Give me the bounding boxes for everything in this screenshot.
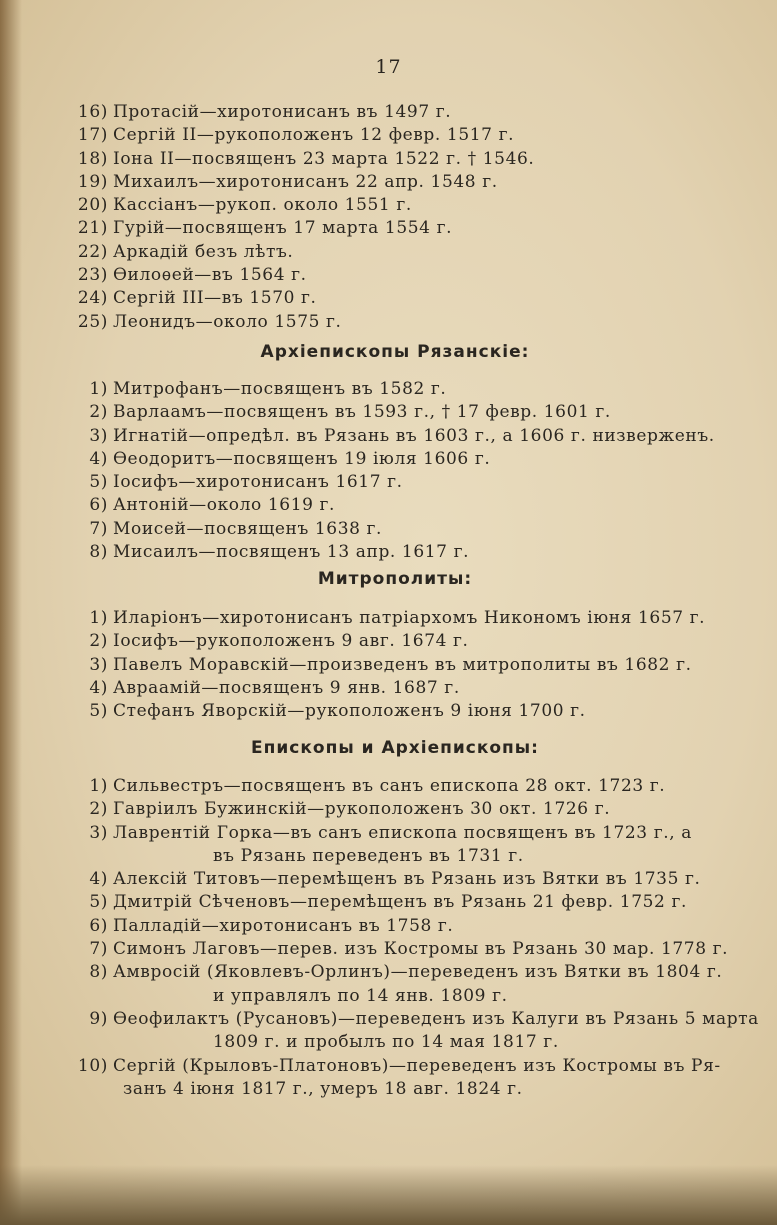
item-number: 8) [89, 962, 108, 983]
list-item [70, 822, 720, 845]
item-continuation-text: и управлялъ по 14 янв. 1809 г. [213, 985, 508, 1006]
list-item [70, 264, 720, 287]
item-number: 4) [89, 448, 108, 469]
item-number: 6) [89, 495, 108, 516]
item-number: 6) [89, 915, 108, 936]
item-number: 22) [77, 241, 108, 262]
item-number: 2) [89, 402, 108, 423]
item-number: 5) [89, 892, 108, 913]
list-item-continuation [70, 1031, 720, 1054]
item-number: 3) [89, 822, 108, 843]
item-number: 9) [89, 1008, 108, 1029]
list-item [70, 654, 720, 677]
list-item [70, 891, 720, 914]
metropolitans-section [70, 607, 720, 723]
item-number: 1) [89, 776, 108, 796]
item-text: Авраамій—посвященъ 9 янв. 1687 г. [113, 677, 460, 698]
item-text: Митрофанъ—посвященъ въ 1582 г. [113, 379, 447, 399]
item-number: 18) [77, 148, 108, 169]
item-text: Моисей—посвященъ 1638 г. [113, 518, 383, 539]
item-number: 17) [77, 125, 108, 146]
list-item [70, 471, 720, 494]
item-text: Дмитрій Сѣченовъ—перемѣщенъ въ Рязань 21 февр. 1752 г. [113, 892, 687, 913]
item-text: Аркадій безъ лѣтъ. [113, 241, 294, 262]
section-heading-bishops-archbishops: Епископы и Архіепископы: [251, 738, 539, 758]
item-number: 10) [77, 1055, 108, 1076]
list-item [70, 607, 720, 630]
list-item [70, 630, 720, 653]
item-number: 7) [89, 939, 108, 960]
item-text: Игнатій—опредѣл. въ Рязань въ 1603 г., а 1606 г. низверженъ. [113, 425, 715, 446]
page-number: 17 [375, 56, 402, 78]
item-number: 1) [89, 379, 108, 399]
item-text: Протасій—хиротонисанъ въ 1497 г. [113, 102, 452, 122]
item-continuation-text: въ Рязань переведенъ въ 1731 г. [213, 845, 524, 866]
item-text: Антоній—около 1619 г. [113, 495, 336, 516]
list-item [70, 171, 720, 194]
list-item [70, 1055, 720, 1078]
item-text: Гавріилъ Бужинскій—рукоположенъ 30 окт. 1726 г. [113, 799, 611, 820]
item-text: Сергій III—въ 1570 г. [113, 288, 317, 309]
item-text: Іосифъ—хиротонисанъ 1617 г. [113, 472, 403, 493]
item-number: 8) [89, 542, 108, 563]
item-continuation-text: 1809 г. и пробылъ по 14 мая 1817 г. [213, 1032, 559, 1053]
list-item [70, 541, 720, 564]
item-text: Сильвестръ—посвященъ въ санъ епископа 28 окт. 1723 г. [113, 776, 666, 796]
archbishops-section [70, 378, 720, 564]
list-item [70, 915, 720, 938]
list-item [70, 938, 729, 961]
item-number: 2) [89, 631, 108, 652]
list-item [70, 124, 720, 147]
list-item [70, 425, 720, 448]
item-number: 24) [77, 288, 108, 309]
list-item [70, 401, 720, 424]
item-number: 5) [89, 472, 108, 493]
item-text: Сергій (Крыловъ-Платоновъ)—переведенъ изъ Костромы въ Ря- [113, 1055, 721, 1076]
item-text: Павелъ Моравскій—произведенъ въ митрополиты въ 1682 г. [113, 654, 692, 675]
item-number: 19) [77, 171, 108, 192]
item-text: Михаилъ—хиротонисанъ 22 апр. 1548 г. [113, 171, 498, 192]
list-item-continuation [70, 845, 720, 868]
bishops-archbishops-list [70, 775, 759, 1101]
item-number: 3) [89, 425, 108, 446]
metropolitans-list [70, 607, 720, 723]
list-item [70, 518, 720, 541]
list-item [70, 1008, 759, 1031]
bishops-archbishops-section [70, 775, 759, 1101]
item-number: 1) [89, 608, 108, 628]
item-text: Симонъ Лаговъ—перев. изъ Костромы въ Рязань 30 мар. 1778 г. [113, 939, 729, 960]
item-text: Іосифъ—рукоположенъ 9 авг. 1674 г. [113, 631, 469, 652]
list-item [70, 798, 720, 821]
list-item [70, 241, 720, 264]
item-text: Леонидъ—около 1575 г. [113, 311, 342, 332]
item-number: 20) [77, 195, 108, 216]
list-item [70, 217, 720, 240]
bishops-list [70, 101, 720, 334]
bishops-list-section [70, 101, 720, 334]
list-item [70, 700, 720, 723]
item-number: 25) [77, 311, 108, 332]
list-item-continuation [70, 985, 720, 1008]
list-item-continuation [70, 1078, 720, 1101]
archbishops-list [70, 378, 720, 564]
section-heading-metropolitans: Митрополиты: [317, 569, 473, 589]
item-number: 4) [89, 869, 108, 890]
item-text: Ѳилоѳей—въ 1564 г. [113, 265, 307, 286]
list-item [70, 868, 720, 891]
item-text: Алексій Титовъ—перемѣщенъ въ Рязань изъ Вятки въ 1735 г. [113, 869, 701, 890]
item-text: Амвросій (Яковлевъ-Орлинъ)—переведенъ изъ Вятки въ 1804 г. [113, 962, 723, 983]
list-item [70, 378, 720, 401]
item-number: 16) [77, 102, 108, 122]
list-item [70, 448, 720, 471]
item-text: Стефанъ Яворскій—рукоположенъ 9 іюня 1700 г. [113, 701, 586, 722]
item-text: Палладій—хиротонисанъ въ 1758 г. [113, 915, 454, 936]
list-item [70, 287, 720, 310]
list-item [70, 194, 720, 217]
item-text: Варлаамъ—посвященъ въ 1593 г., † 17 февр. 1601 г. [113, 402, 611, 423]
item-number: 2) [89, 799, 108, 820]
list-item [70, 148, 720, 171]
item-number: 3) [89, 654, 108, 675]
item-number: 7) [89, 518, 108, 539]
item-text: Іона II—посвященъ 23 марта 1522 г. † 1546. [113, 148, 535, 169]
item-number: 5) [89, 701, 108, 722]
list-item [70, 775, 720, 798]
section-heading-archbishops: Архіепископы Рязанскіе: [260, 342, 530, 362]
item-number: 21) [77, 218, 108, 239]
list-item [70, 961, 723, 984]
item-number: 23) [77, 265, 108, 286]
item-number: 4) [89, 677, 108, 698]
item-text: Мисаилъ—посвященъ 13 апр. 1617 г. [113, 542, 470, 563]
item-text: Лаврентій Горка—въ санъ епископа посвященъ въ 1723 г., а [113, 822, 692, 843]
item-text: Сергій II—рукоположенъ 12 февр. 1517 г. [113, 125, 515, 146]
list-item [70, 677, 720, 700]
item-continuation-text: занъ 4 іюня 1817 г., умеръ 18 авг. 1824 г. [123, 1078, 523, 1099]
list-item [70, 494, 720, 517]
list-item [70, 311, 720, 334]
item-text: Гурій—посвященъ 17 марта 1554 г. [113, 218, 453, 239]
item-text: Иларіонъ—хиротонисанъ патріархомъ Никономъ іюня 1657 г. [113, 608, 706, 628]
item-text: Ѳеодоритъ—посвященъ 19 іюля 1606 г. [113, 448, 491, 469]
list-item [70, 101, 720, 124]
item-text: Кассіанъ—рукоп. около 1551 г. [113, 195, 412, 216]
item-text: Ѳеофилактъ (Русановъ)—переведенъ изъ Калуги въ Рязань 5 марта [113, 1008, 759, 1029]
